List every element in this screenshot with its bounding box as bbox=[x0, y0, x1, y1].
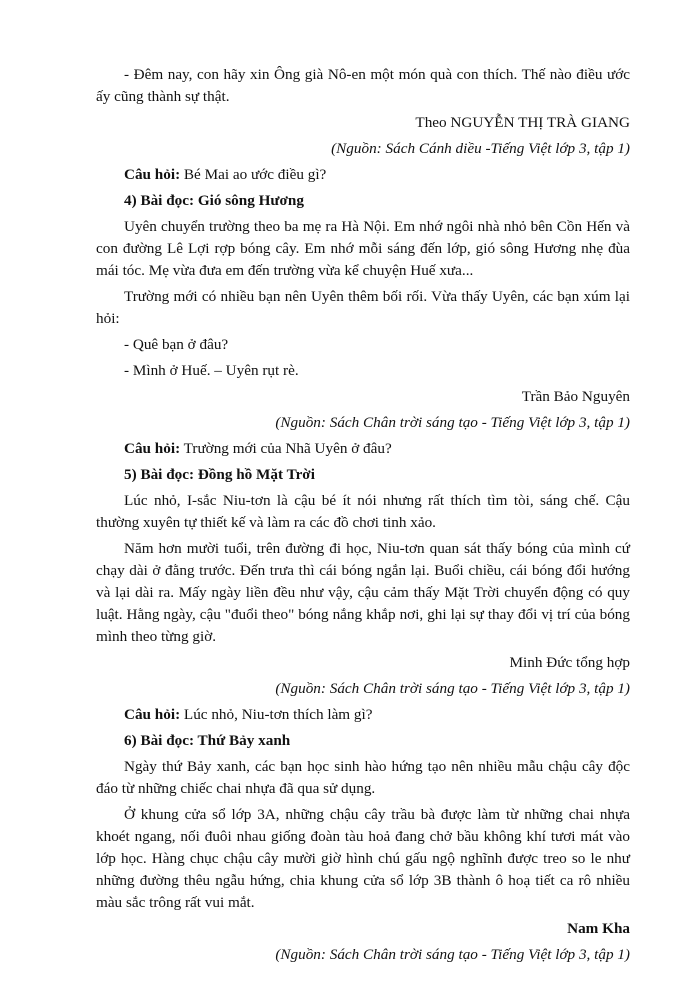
document-page bbox=[96, 64, 630, 970]
question-text: Bé Mai ao ước điều gì? bbox=[180, 166, 327, 183]
intro-source: (Nguồn: Sách Cánh diều -Tiếng Việt lớp 3, tập 1) bbox=[331, 140, 630, 157]
section-heading: 6) Bài đọc: Thứ Bảy xanh bbox=[124, 732, 291, 749]
section-source: (Nguồn: Sách Chân trời sáng tạo - Tiếng Việt lớp 3, tập 1) bbox=[275, 680, 630, 697]
section-author: Nam Kha bbox=[567, 920, 630, 937]
section-source: (Nguồn: Sách Chân trời sáng tạo - Tiếng Việt lớp 3, tập 1) bbox=[275, 414, 630, 431]
question-label: Câu hỏi: bbox=[124, 706, 181, 723]
section-source: (Nguồn: Sách Chân trời sáng tạo - Tiếng Việt lớp 3, tập 1) bbox=[275, 946, 630, 963]
paragraph: Trường mới có nhiều bạn nên Uyên thêm bối rối. Vừa thấy Uyên, các bạn xúm lại hỏi: bbox=[96, 288, 630, 327]
question-label: Câu hỏi: bbox=[124, 166, 181, 183]
paragraph: Lúc nhỏ, I-sắc Niu-tơn là cậu bé ít nói nhưng rất thích tìm tòi, sáng chế. Cậu thường xuyên tự thiết kế và làm ra các đồ chơi tinh xảo. bbox=[96, 492, 630, 531]
dialogue-line: - Quê bạn ở đâu? bbox=[124, 336, 229, 353]
section-question bbox=[96, 438, 630, 460]
question-text: Trường mới của Nhã Uyên ở đâu? bbox=[180, 440, 392, 457]
paragraph: Ngày thứ Bảy xanh, các bạn học sinh hào hứng tạo nên nhiều mẫu chậu cây độc đáo từ những chiếc chai nhựa đã qua sử dụng. bbox=[96, 758, 630, 797]
intro-author: Theo NGUYỄN THỊ TRÀ GIANG bbox=[415, 114, 630, 131]
intro-question bbox=[96, 164, 630, 186]
section-question bbox=[96, 704, 630, 726]
section-author: Trần Bảo Nguyên bbox=[521, 388, 630, 405]
dialogue-line: - Mình ở Huế. – Uyên rụt rè. bbox=[124, 362, 299, 379]
question-label: Câu hỏi: bbox=[124, 440, 181, 457]
paragraph: Ở khung cửa sổ lớp 3A, những chậu cây trầu bà được làm từ những chai nhựa khoét ngang, nối đuôi nhau giống đoàn tàu hoả đang chở bầu không khí tươi mát vào lớp học. Hàng chục chậu cây mười giờ hình chú gấu ngộ nghĩnh được treo so le như những đường thêu ngẫu hứng, chia khung cửa sổ lớp 3B thành ô hoạ tiết ca rô nhiều màu sắc trông rất vui mắt. bbox=[96, 806, 630, 911]
section-heading: 4) Bài đọc: Gió sông Hương bbox=[124, 192, 304, 209]
question-text: Lúc nhỏ, Niu-tơn thích làm gì? bbox=[180, 706, 373, 723]
section-author: Minh Đức tổng hợp bbox=[509, 654, 630, 671]
intro-dialogue: - Đêm nay, con hãy xin Ông già Nô-en một món quà con thích. Thế nào điều ước ấy cũng thành sự thật. bbox=[96, 66, 630, 105]
paragraph: Uyên chuyển trường theo ba mẹ ra Hà Nội. Em nhớ ngôi nhà nhỏ bên Cồn Hến và con đường Lê Lợi rợp bóng cây. Em nhớ mỗi sáng đến lớp, gió sông Hương nhẹ đùa mái tóc. Mẹ vừa đưa em đến trường vừa kể chuyện Huế xưa... bbox=[96, 218, 630, 279]
paragraph: Năm hơn mười tuổi, trên đường đi học, Niu-tơn quan sát thấy bóng của mình cứ chạy dài ở đằng trước. Đến trưa thì cái bóng ngắn lại. Buổi chiều, cái bóng đổi hướng và lại dài ra. Mấy ngày liền đều như vậy, cậu cảm thấy Mặt Trời chuyển động có quy luật. Hằng ngày, cậu "đuổi theo" bóng nắng khắp nơi, ghi lại sự thay đổi vị trí của bóng mình theo từng giờ. bbox=[96, 540, 630, 645]
section-heading: 5) Bài đọc: Đồng hồ Mặt Trời bbox=[124, 466, 315, 483]
